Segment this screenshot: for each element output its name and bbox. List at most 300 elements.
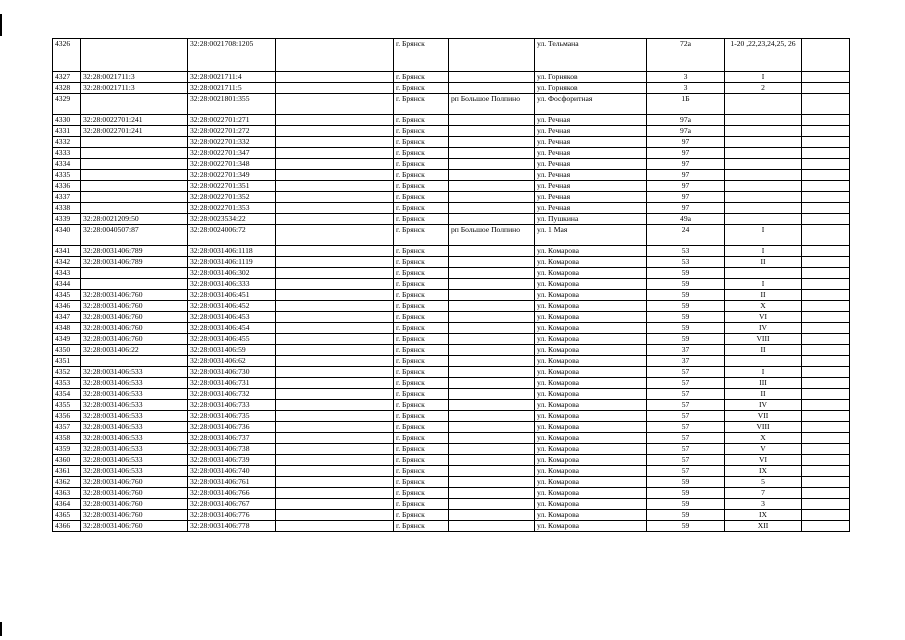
premises-number-cell [725, 137, 802, 148]
table-row [53, 94, 850, 115]
premises-number-cell: V [725, 444, 802, 455]
premises-number-cell: IV [725, 400, 802, 411]
table-row [53, 466, 850, 477]
city-cell: г. Брянск [394, 115, 449, 126]
row-number-cell: 4344 [53, 279, 81, 290]
street-cell: ул. Комарова [535, 411, 647, 422]
empty-cell [276, 225, 394, 246]
old-cadastral-number-cell [81, 279, 188, 290]
cadastral-number-cell: 32:28:0022701:349 [188, 170, 276, 181]
street-cell: ул. Комарова [535, 422, 647, 433]
city-cell: г. Брянск [394, 510, 449, 521]
empty-cell [276, 356, 394, 367]
empty-cell [276, 488, 394, 499]
street-cell: ул. Комарова [535, 433, 647, 444]
empty-cell [276, 389, 394, 400]
premises-number-cell [725, 159, 802, 170]
street-cell: ул. Комарова [535, 521, 647, 532]
empty-cell [276, 323, 394, 334]
empty-cell [276, 290, 394, 301]
cadastral-number-cell: 32:28:0031406:766 [188, 488, 276, 499]
empty-cell [276, 203, 394, 214]
city-cell: г. Брянск [394, 159, 449, 170]
premises-number-cell: 1-20 ,22,23,24,25, 26 [725, 39, 802, 72]
house-number-cell: 53 [647, 246, 725, 257]
empty-cell [276, 246, 394, 257]
empty-cell [276, 455, 394, 466]
row-number-cell: 4362 [53, 477, 81, 488]
locality-cell [449, 170, 535, 181]
house-number-cell: 97а [647, 115, 725, 126]
city-cell: г. Брянск [394, 477, 449, 488]
table-row [53, 170, 850, 181]
old-cadastral-number-cell: 32:28:0031406:760 [81, 334, 188, 345]
locality-cell [449, 312, 535, 323]
row-number-cell: 4336 [53, 181, 81, 192]
city-cell: г. Брянск [394, 94, 449, 115]
empty-cell [276, 268, 394, 279]
cadastral-number-cell: 32:28:0022701:353 [188, 203, 276, 214]
row-number-cell: 4357 [53, 422, 81, 433]
locality-cell [449, 466, 535, 477]
premises-number-cell: 7 [725, 488, 802, 499]
trailing-empty-cell [802, 312, 850, 323]
premises-number-cell: IV [725, 323, 802, 334]
old-cadastral-number-cell: 32:28:0031406:22 [81, 345, 188, 356]
empty-cell [276, 422, 394, 433]
trailing-empty-cell [802, 334, 850, 345]
empty-cell [276, 367, 394, 378]
locality-cell [449, 477, 535, 488]
old-cadastral-number-cell: 32:28:0031406:533 [81, 455, 188, 466]
cadastral-number-cell: 32:28:0031406:736 [188, 422, 276, 433]
row-number-cell: 4359 [53, 444, 81, 455]
row-number-cell: 4346 [53, 301, 81, 312]
row-number-cell: 4356 [53, 411, 81, 422]
old-cadastral-number-cell: 32:28:0031406:760 [81, 477, 188, 488]
street-cell: ул. Речная [535, 137, 647, 148]
city-cell: г. Брянск [394, 455, 449, 466]
street-cell: ул. Комарова [535, 378, 647, 389]
house-number-cell: 57 [647, 433, 725, 444]
table-row [53, 433, 850, 444]
table-row [53, 126, 850, 137]
old-cadastral-number-cell: 32:28:0031406:760 [81, 290, 188, 301]
trailing-empty-cell [802, 72, 850, 83]
cadastral-number-cell: 32:28:0031406:62 [188, 356, 276, 367]
city-cell: г. Брянск [394, 411, 449, 422]
trailing-empty-cell [802, 323, 850, 334]
empty-cell [276, 466, 394, 477]
house-number-cell: 1Б [647, 94, 725, 115]
empty-cell [276, 378, 394, 389]
trailing-empty-cell [802, 400, 850, 411]
house-number-cell: 97 [647, 181, 725, 192]
old-cadastral-number-cell: 32:28:0031406:533 [81, 400, 188, 411]
street-cell: ул. Комарова [535, 488, 647, 499]
table-row [53, 279, 850, 290]
empty-cell [276, 126, 394, 137]
trailing-empty-cell [802, 301, 850, 312]
cadastral-number-cell: 32:28:0031406:59 [188, 345, 276, 356]
locality-cell [449, 203, 535, 214]
premises-number-cell: VII [725, 411, 802, 422]
street-cell: ул. Комарова [535, 323, 647, 334]
house-number-cell: 57 [647, 444, 725, 455]
house-number-cell: 97а [647, 126, 725, 137]
street-cell: ул. Комарова [535, 301, 647, 312]
left-edge-mark-bottom [0, 622, 2, 636]
empty-cell [276, 72, 394, 83]
house-number-cell: 37 [647, 345, 725, 356]
table-row [53, 455, 850, 466]
cadastral-number-cell: 32:28:0031406:761 [188, 477, 276, 488]
old-cadastral-number-cell [81, 181, 188, 192]
premises-number-cell: VIII [725, 334, 802, 345]
row-number-cell: 4360 [53, 455, 81, 466]
table-row [53, 290, 850, 301]
street-cell: ул. Комарова [535, 334, 647, 345]
street-cell: ул. Пушкина [535, 214, 647, 225]
cadastral-number-cell: 32:28:0031406:730 [188, 367, 276, 378]
old-cadastral-number-cell [81, 170, 188, 181]
house-number-cell: 59 [647, 521, 725, 532]
locality-cell [449, 301, 535, 312]
city-cell: г. Брянск [394, 312, 449, 323]
table-row [53, 389, 850, 400]
old-cadastral-number-cell: 32:28:0031406:760 [81, 312, 188, 323]
cadastral-number-cell: 32:28:0031406:737 [188, 433, 276, 444]
row-number-cell: 4353 [53, 378, 81, 389]
cadastral-number-cell: 32:28:0031406:733 [188, 400, 276, 411]
trailing-empty-cell [802, 83, 850, 94]
city-cell: г. Брянск [394, 433, 449, 444]
empty-cell [276, 301, 394, 312]
premises-number-cell [725, 148, 802, 159]
locality-cell [449, 148, 535, 159]
premises-number-cell: 2 [725, 83, 802, 94]
empty-cell [276, 214, 394, 225]
street-cell: ул. Комарова [535, 477, 647, 488]
locality-cell [449, 400, 535, 411]
old-cadastral-number-cell: 32:28:0022701:241 [81, 115, 188, 126]
old-cadastral-number-cell: 32:28:0031406:533 [81, 378, 188, 389]
house-number-cell: 97 [647, 192, 725, 203]
house-number-cell: 59 [647, 312, 725, 323]
house-number-cell: 97 [647, 137, 725, 148]
house-number-cell: 59 [647, 488, 725, 499]
cadastral-number-cell: 32:28:0031406:776 [188, 510, 276, 521]
trailing-empty-cell [802, 39, 850, 72]
city-cell: г. Брянск [394, 444, 449, 455]
locality-cell: рп Большое Полпино [449, 225, 535, 246]
premises-number-cell [725, 181, 802, 192]
trailing-empty-cell [802, 444, 850, 455]
trailing-empty-cell [802, 477, 850, 488]
locality-cell [449, 214, 535, 225]
empty-cell [276, 334, 394, 345]
table-row [53, 400, 850, 411]
cadastral-number-cell: 32:28:0021711:4 [188, 72, 276, 83]
old-cadastral-number-cell [81, 94, 188, 115]
trailing-empty-cell [802, 466, 850, 477]
trailing-empty-cell [802, 488, 850, 499]
table-row [53, 345, 850, 356]
table-row [53, 137, 850, 148]
premises-number-cell: III [725, 378, 802, 389]
cadastral-number-cell: 32:28:0031406:739 [188, 455, 276, 466]
cadastral-number-cell: 32:28:0022701:272 [188, 126, 276, 137]
premises-number-cell: X [725, 301, 802, 312]
old-cadastral-number-cell: 32:28:0031406:760 [81, 521, 188, 532]
cadastral-number-cell: 32:28:0031406:732 [188, 389, 276, 400]
locality-cell [449, 510, 535, 521]
trailing-empty-cell [802, 422, 850, 433]
street-cell: ул. Комарова [535, 510, 647, 521]
trailing-empty-cell [802, 290, 850, 301]
locality-cell [449, 367, 535, 378]
empty-cell [276, 181, 394, 192]
empty-cell [276, 499, 394, 510]
city-cell: г. Брянск [394, 290, 449, 301]
trailing-empty-cell [802, 181, 850, 192]
old-cadastral-number-cell: 32:28:0031406:789 [81, 246, 188, 257]
premises-number-cell: I [725, 367, 802, 378]
trailing-empty-cell [802, 510, 850, 521]
city-cell: г. Брянск [394, 39, 449, 72]
premises-number-cell [725, 94, 802, 115]
house-number-cell: 59 [647, 279, 725, 290]
house-number-cell: 37 [647, 356, 725, 367]
locality-cell [449, 115, 535, 126]
street-cell: ул. Комарова [535, 455, 647, 466]
premises-number-cell: II [725, 389, 802, 400]
street-cell: ул. Горняков [535, 83, 647, 94]
city-cell: г. Брянск [394, 279, 449, 290]
trailing-empty-cell [802, 148, 850, 159]
house-number-cell: 59 [647, 301, 725, 312]
old-cadastral-number-cell: 32:28:0022701:241 [81, 126, 188, 137]
street-cell: ул. Речная [535, 126, 647, 137]
row-number-cell: 4337 [53, 192, 81, 203]
street-cell: ул. Комарова [535, 400, 647, 411]
house-number-cell: 59 [647, 477, 725, 488]
empty-cell [276, 148, 394, 159]
premises-number-cell: I [725, 279, 802, 290]
city-cell: г. Брянск [394, 137, 449, 148]
old-cadastral-number-cell: 32:28:0031406:760 [81, 323, 188, 334]
empty-cell [276, 192, 394, 203]
old-cadastral-number-cell: 32:28:0031406:533 [81, 389, 188, 400]
premises-number-cell [725, 356, 802, 367]
table-row [53, 477, 850, 488]
empty-cell [276, 521, 394, 532]
cadastral-number-cell: 32:28:0031406:1119 [188, 257, 276, 268]
row-number-cell: 4351 [53, 356, 81, 367]
street-cell: ул. Тельмана [535, 39, 647, 72]
house-number-cell: 97 [647, 203, 725, 214]
table-row [53, 323, 850, 334]
old-cadastral-number-cell: 32:28:0031406:760 [81, 510, 188, 521]
old-cadastral-number-cell [81, 148, 188, 159]
left-edge-mark-top [0, 14, 2, 36]
street-cell: ул. Комарова [535, 367, 647, 378]
city-cell: г. Брянск [394, 246, 449, 257]
street-cell: ул. Комарова [535, 290, 647, 301]
street-cell: ул. Речная [535, 115, 647, 126]
row-number-cell: 4347 [53, 312, 81, 323]
trailing-empty-cell [802, 192, 850, 203]
premises-number-cell: IX [725, 466, 802, 477]
house-number-cell: 57 [647, 411, 725, 422]
city-cell: г. Брянск [394, 203, 449, 214]
row-number-cell: 4361 [53, 466, 81, 477]
row-number-cell: 4342 [53, 257, 81, 268]
cadastral-number-cell: 32:28:0031406:738 [188, 444, 276, 455]
row-number-cell: 4348 [53, 323, 81, 334]
city-cell: г. Брянск [394, 367, 449, 378]
row-number-cell: 4339 [53, 214, 81, 225]
trailing-empty-cell [802, 345, 850, 356]
cadastral-number-cell: 32:28:0022701:352 [188, 192, 276, 203]
street-cell: ул. 1 Мая [535, 225, 647, 246]
trailing-empty-cell [802, 225, 850, 246]
table-row [53, 499, 850, 510]
house-number-cell: 59 [647, 334, 725, 345]
table-row [53, 246, 850, 257]
old-cadastral-number-cell [81, 39, 188, 72]
house-number-cell: 97 [647, 170, 725, 181]
old-cadastral-number-cell [81, 159, 188, 170]
cadastral-number-cell: 32:28:0022701:347 [188, 148, 276, 159]
locality-cell [449, 159, 535, 170]
locality-cell [449, 323, 535, 334]
row-number-cell: 4331 [53, 126, 81, 137]
locality-cell [449, 389, 535, 400]
empty-cell [276, 477, 394, 488]
street-cell: ул. Речная [535, 181, 647, 192]
old-cadastral-number-cell: 32:28:0031406:789 [81, 257, 188, 268]
cadastral-number-cell: 32:28:0031406:731 [188, 378, 276, 389]
cadastral-number-cell: 32:28:0031406:454 [188, 323, 276, 334]
trailing-empty-cell [802, 367, 850, 378]
premises-number-cell: XII [725, 521, 802, 532]
table-row [53, 411, 850, 422]
street-cell: ул. Речная [535, 203, 647, 214]
street-cell: ул. Речная [535, 170, 647, 181]
old-cadastral-number-cell [81, 356, 188, 367]
table-row [53, 312, 850, 323]
city-cell: г. Брянск [394, 170, 449, 181]
row-number-cell: 4330 [53, 115, 81, 126]
empty-cell [276, 279, 394, 290]
old-cadastral-number-cell [81, 137, 188, 148]
old-cadastral-number-cell: 32:28:0031406:533 [81, 411, 188, 422]
trailing-empty-cell [802, 433, 850, 444]
trailing-empty-cell [802, 521, 850, 532]
premises-number-cell: II [725, 345, 802, 356]
empty-cell [276, 83, 394, 94]
trailing-empty-cell [802, 203, 850, 214]
trailing-empty-cell [802, 389, 850, 400]
row-number-cell: 4326 [53, 39, 81, 72]
locality-cell [449, 257, 535, 268]
locality-cell [449, 433, 535, 444]
cadastral-number-cell: 32:28:0031406:453 [188, 312, 276, 323]
row-number-cell: 4338 [53, 203, 81, 214]
house-number-cell: 57 [647, 400, 725, 411]
trailing-empty-cell [802, 137, 850, 148]
old-cadastral-number-cell [81, 203, 188, 214]
street-cell: ул. Комарова [535, 312, 647, 323]
street-cell: ул. Речная [535, 148, 647, 159]
table-row [53, 488, 850, 499]
old-cadastral-number-cell: 32:28:0031406:533 [81, 466, 188, 477]
table-row [53, 444, 850, 455]
trailing-empty-cell [802, 378, 850, 389]
table-row [53, 159, 850, 170]
city-cell: г. Брянск [394, 72, 449, 83]
premises-number-cell [725, 268, 802, 279]
city-cell: г. Брянск [394, 400, 449, 411]
cadastral-number-cell: 32:28:0021801:355 [188, 94, 276, 115]
empty-cell [276, 433, 394, 444]
trailing-empty-cell [802, 257, 850, 268]
trailing-empty-cell [802, 455, 850, 466]
city-cell: г. Брянск [394, 488, 449, 499]
old-cadastral-number-cell: 32:28:0031406:760 [81, 488, 188, 499]
cadastral-number-cell: 32:28:0031406:767 [188, 499, 276, 510]
cadastral-number-cell: 32:28:0021708:1205 [188, 39, 276, 72]
premises-number-cell: I [725, 72, 802, 83]
house-number-cell: 59 [647, 323, 725, 334]
trailing-empty-cell [802, 411, 850, 422]
table-row [53, 72, 850, 83]
city-cell: г. Брянск [394, 499, 449, 510]
row-number-cell: 4343 [53, 268, 81, 279]
street-cell: ул. Комарова [535, 466, 647, 477]
cadastral-number-cell: 32:28:0031406:735 [188, 411, 276, 422]
street-cell: ул. Речная [535, 192, 647, 203]
premises-number-cell [725, 203, 802, 214]
premises-number-cell [725, 115, 802, 126]
premises-number-cell [725, 192, 802, 203]
empty-cell [276, 170, 394, 181]
empty-cell [276, 159, 394, 170]
locality-cell [449, 356, 535, 367]
empty-cell [276, 510, 394, 521]
table-row [53, 356, 850, 367]
trailing-empty-cell [802, 268, 850, 279]
row-number-cell: 4365 [53, 510, 81, 521]
table-row [53, 39, 850, 72]
premises-number-cell [725, 170, 802, 181]
locality-cell [449, 378, 535, 389]
old-cadastral-number-cell: 32:28:0031406:533 [81, 433, 188, 444]
row-number-cell: 4333 [53, 148, 81, 159]
row-number-cell: 4332 [53, 137, 81, 148]
city-cell: г. Брянск [394, 422, 449, 433]
street-cell: ул. Комарова [535, 356, 647, 367]
house-number-cell: 57 [647, 422, 725, 433]
city-cell: г. Брянск [394, 257, 449, 268]
house-number-cell: 3 [647, 83, 725, 94]
city-cell: г. Брянск [394, 378, 449, 389]
row-number-cell: 4355 [53, 400, 81, 411]
premises-number-cell [725, 126, 802, 137]
cadastral-number-cell: 32:28:0024006:72 [188, 225, 276, 246]
register-table-body [53, 39, 850, 532]
